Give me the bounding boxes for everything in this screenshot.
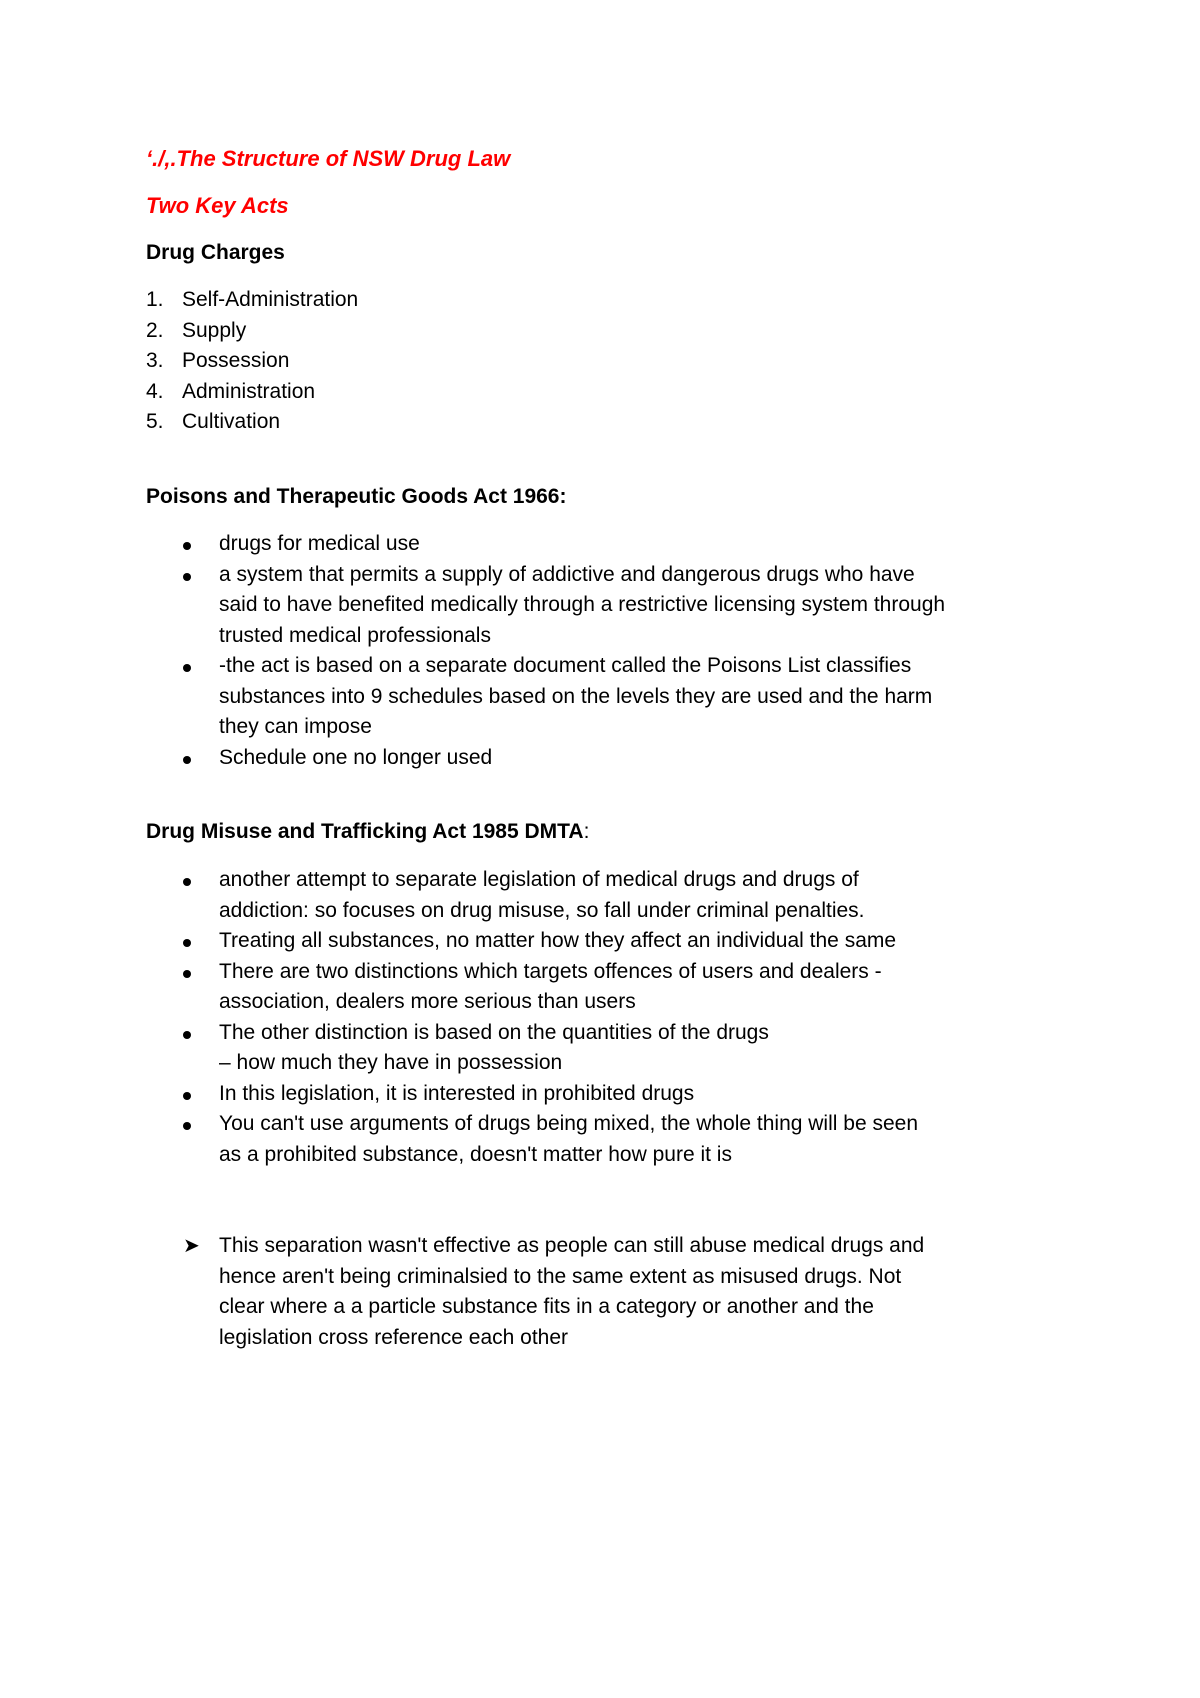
text-line: a system that permits a supply of addictive and dangerous drugs who have <box>219 562 915 586</box>
list-number: 1. <box>146 288 164 311</box>
bullet-dot-icon <box>183 529 213 560</box>
drug-charge-item <box>146 407 280 438</box>
conclusion-text <box>219 1231 924 1353</box>
list-number: 4. <box>146 379 164 403</box>
text-line: – how much they have in possession <box>219 1051 563 1074</box>
text-line: Treating all substances, no matter how they affect an individual the same <box>219 929 897 952</box>
arrow-bullet-icon: ➤ <box>183 1235 200 1257</box>
text-line: said to have benefited medically through a restrictive licensing system through <box>219 593 946 616</box>
drug-charge-item <box>146 346 289 377</box>
text-line: The other distinction is based on the quantities of the drugs <box>219 1020 769 1044</box>
text-line: drugs for medical use <box>219 532 420 555</box>
text-line: clear where a a particle substance fits in a category or another and the <box>219 1295 874 1318</box>
text-line: they can impose <box>219 715 372 738</box>
bullet-text <box>219 560 945 652</box>
dmta-heading-text: Drug Misuse and Trafficking Act 1985 DMTA <box>146 820 584 843</box>
drug-charges-heading: Drug Charges <box>146 241 285 264</box>
bullet-dot-icon <box>183 1018 213 1049</box>
bullet-text <box>219 1079 694 1110</box>
bullet-text <box>219 743 492 774</box>
drug-charge-label: Self-Administration <box>182 288 359 311</box>
text-line: There are two distinctions which targets offences of users and dealers - <box>219 959 882 983</box>
bullet-dot-icon <box>183 743 213 774</box>
bullet-dot-icon <box>183 865 213 896</box>
text-line: This separation wasn't effective as people can still abuse medical drugs and <box>219 1234 925 1257</box>
text-line: legislation cross reference each other <box>219 1325 569 1349</box>
list-number: 3. <box>146 349 164 372</box>
drug-charge-label: Administration <box>182 379 316 403</box>
bullet-dot-icon <box>183 957 213 988</box>
list-number: 5. <box>146 410 164 433</box>
bullet-dot-icon <box>183 560 213 591</box>
document-title: ‘./,.The Structure of NSW Drug Law <box>146 146 511 171</box>
text-line: substances into 9 schedules based on the levels they are used and the harm <box>219 684 933 708</box>
bullet-text <box>219 957 882 1018</box>
text-line: as a prohibited substance, doesn't matter how pure it is <box>219 1142 732 1166</box>
bullet-dot-icon <box>183 1079 213 1110</box>
bullet-dot-icon <box>183 926 213 957</box>
drug-charge-label: Possession <box>182 349 290 372</box>
text-line: Schedule one no longer used <box>219 745 493 769</box>
dmta-heading <box>146 817 589 848</box>
text-line: trusted medical professionals <box>219 623 491 647</box>
text-line: hence aren't being criminalsied to the same extent as misused drugs. Not <box>219 1264 902 1288</box>
drug-charge-label: Cultivation <box>182 410 281 433</box>
bullet-text <box>219 926 896 957</box>
drug-charge-item <box>146 285 358 316</box>
drug-charge-item <box>146 316 246 347</box>
text-line: -the act is based on a separate document called the Poisons List classifies <box>219 654 912 677</box>
bullet-text <box>219 1018 769 1079</box>
text-line: You can't use arguments of drugs being mixed, the whole thing will be seen <box>219 1112 918 1135</box>
text-line: another attempt to separate legislation of medical drugs and drugs of <box>219 868 859 891</box>
bullet-dot-icon <box>183 651 213 682</box>
bullet-text <box>219 1109 918 1170</box>
text-line: addiction: so focuses on drug misuse, so fall under criminal penalties. <box>219 898 865 922</box>
drug-charge-label: Supply <box>182 318 247 342</box>
bullet-text <box>219 529 420 560</box>
bullet-text <box>219 865 865 926</box>
bullet-text <box>219 651 932 743</box>
bullet-dot-icon <box>183 1109 213 1140</box>
text-line: In this legislation, it is interested in prohibited drugs <box>219 1081 695 1105</box>
drug-charge-item <box>146 377 315 408</box>
ptga-heading: Poisons and Therapeutic Goods Act 1966: <box>146 485 567 508</box>
document-subtitle: Two Key Acts <box>146 193 289 218</box>
text-line: association, dealers more serious than users <box>219 990 636 1013</box>
list-number: 2. <box>146 318 164 342</box>
dmta-heading-suffix: : <box>583 820 590 843</box>
